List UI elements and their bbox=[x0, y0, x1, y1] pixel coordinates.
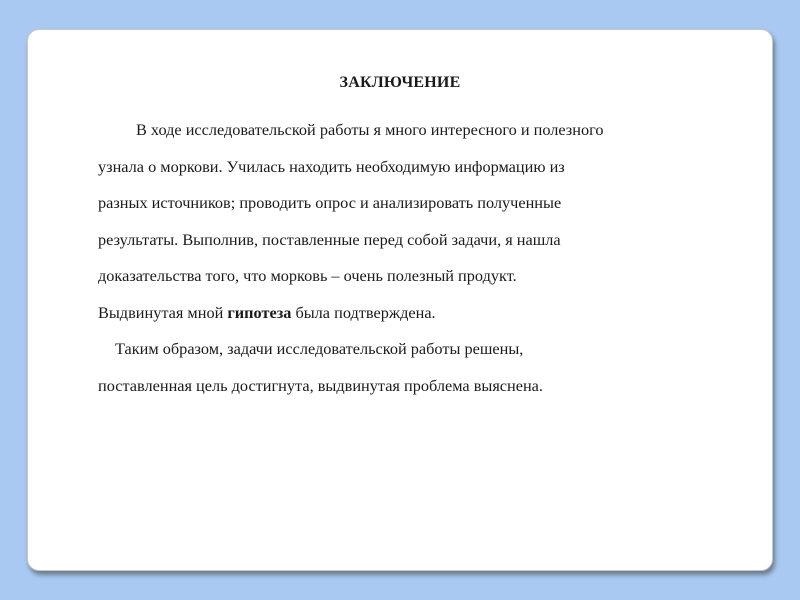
slide-title: ЗАКЛЮЧЕНИЕ bbox=[339, 74, 461, 91]
paragraph1-line5: доказательства того, что морковь – очень полезный продукт. bbox=[98, 266, 517, 285]
paragraph1-line2: узнала о моркови. Училась находить необходимую информацию из bbox=[98, 156, 565, 176]
paragraph1-line4: результаты. Выполнив, поставленные перед собой задачи, я нашла bbox=[98, 229, 561, 249]
hypothesis-suffix: была подтверждена. bbox=[291, 302, 436, 322]
paragraph1-line6 bbox=[98, 295, 738, 332]
slide-card bbox=[27, 29, 773, 571]
paragraph2-line2: поставленная цель достигнута, выдвинутая проблема выяснена. bbox=[98, 375, 543, 395]
hypothesis-word: гипотеза bbox=[227, 302, 292, 322]
paragraph1-line1: В ходе исследовательской работы я много интересного и полезного bbox=[136, 120, 604, 139]
paragraph2-line1: Таким образом, задачи исследовательской работы решены, bbox=[115, 339, 524, 358]
paragraph1-line3: разных источников; проводить опрос и анализировать полученные bbox=[98, 193, 562, 212]
hypothesis-prefix: Выдвинутая мной bbox=[98, 302, 228, 322]
slide-body bbox=[98, 112, 738, 404]
